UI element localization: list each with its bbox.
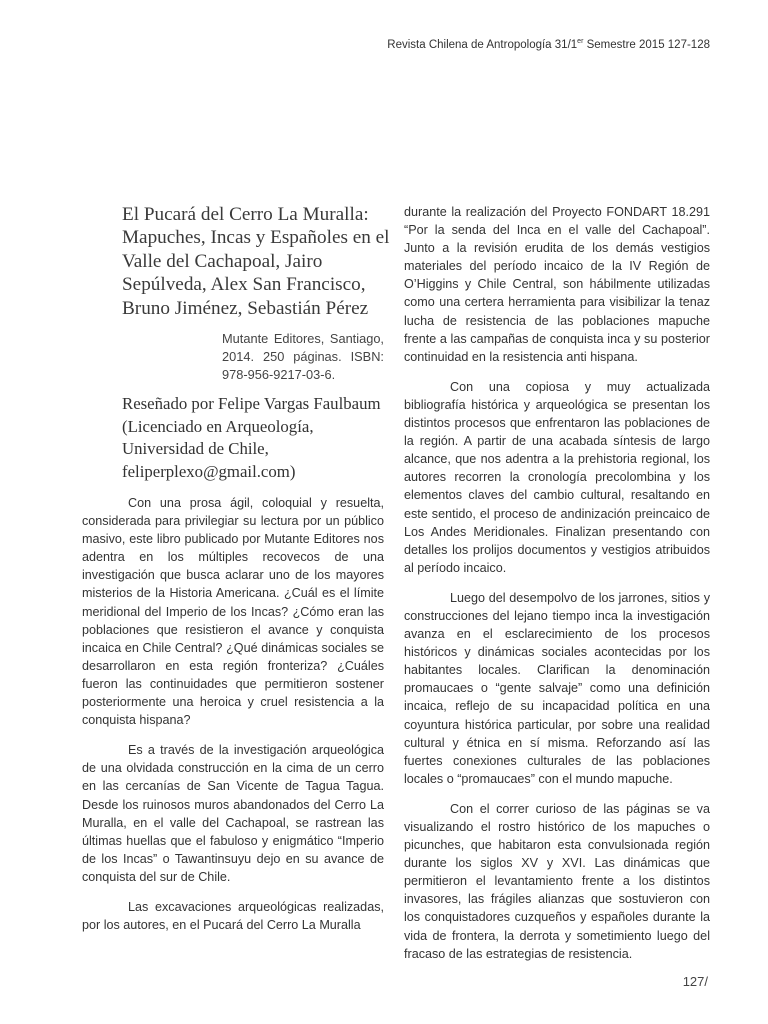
- paragraph: Las excavaciones arqueológicas realizadas, por los autores, en el Pucará del Cerro La Muralla: [82, 899, 384, 933]
- reviewer-block: [122, 393, 392, 483]
- paragraph: Luego del desempolvo de los jarrones, sitios y construcciones del lejano tiempo inca la investigación avanza en el esclarecimiento de los procesos históricos y dinámicas sociales acontecidas por los habitantes locales. Clarifican la denominación promaucaes o “gente salvaje” como una definición incaica, reflejo de su incapacidad política en una coyuntura histórica particular, por sobre una realidad cultural y étnica en sí misma. Reforzando así las fuertes conexiones culturales de las poblaciones locales o “promaucaes” con el mundo mapuche.: [404, 590, 710, 786]
- reviewer-degree: (Licenciado en Arqueología,: [122, 416, 314, 436]
- publication-info: Mutante Editores, Santiago, 2014. 250 páginas. ISBN: 978-956-9217-03-6.: [222, 331, 384, 382]
- journal-issue: Semestre 2015 127-128: [583, 38, 710, 51]
- reviewer-email: feliperplexo@gmail.com): [122, 461, 296, 481]
- left-column: [82, 494, 384, 946]
- right-column: [404, 203, 710, 975]
- page-number: 127/: [682, 974, 708, 989]
- journal-superscript: er: [577, 38, 584, 45]
- paragraph: Con una copiosa y muy actualizada bibliografía histórica y arqueológica se presentan los distintos procesos que enfrentaron las poblaciones de la región. A partir de una acabada síntesis de largo alcance, que nos adentra a la prehistoria regional, los autores recorren la cronología precolombina y los elementos claves del cambio cultural, resaltando en este sentido, el proceso de andinización preincaico de Los Andes Meridionales. Finalizan presentando con detalles los prolijos documentos y vestigios atribuidos al período incaico.: [404, 379, 710, 575]
- paragraph: Con el correr curioso de las páginas se va visualizando el rostro histórico de los mapuches o picunches, que habitaron esta convulsionada región durante los siglos XV y XVI. Las dinámicas que permitieron el levantamiento frente a los distintos invasores, las frágiles alianzas que sostuvieron con los conquistadores cuzqueños y españoles durante la vida de frontera, la derrota y sometimiento luego del fracaso de las estrategias de resistencia.: [404, 801, 710, 961]
- reviewer-name: Reseñado por Felipe Vargas Faulbaum: [122, 394, 381, 413]
- book-title: El Pucará del Cerro La Muralla: Mapuches, Incas y Españoles en el Valle del Cachapoal, Jairo Sepúlveda, Alex San Francisco, Bruno Jiménez, Sebastián Pérez: [122, 204, 390, 319]
- reviewer-affiliation: Universidad de Chile,: [122, 439, 269, 458]
- paragraph: Con una prosa ágil, coloquial y resuelta, considerada para privilegiar su lectura por un público masivo, este libro publicado por Mutante Editores nos adentra en los múltiples recovecos de una investigación que busca aclarar uno de los mayores misterios de la Historia Americana. ¿Cuál es el límite meridional del Imperio de los Incas? ¿Cómo eran las poblaciones que resistieron el avance y conquista incaica en Chile Central? ¿Qué dinámicas sociales se desarrollaron en esta región fronteriza? ¿Cuáles fueron las continuidades que permitieron sostener posteriormente una heroica y cruel resistencia a la conquista hispana?: [82, 496, 384, 728]
- journal-name: Revista Chilena de Antropología 31/1: [387, 38, 578, 51]
- paragraph: Es a través de la investigación arqueológica de una olvidada construcción en la cima de un cerro en las cercanías de San Vicente de Tagua Tagua. Desde los ruinosos muros abandonados del Cerro La Muralla, en el valle del Cachapoal, se rastrean las últimas huellas que el fabuloso y enigmático “Imperio de los Incas” o Tawantinsuyu dejo en su avance de conquista del sur de Chile.: [82, 743, 384, 884]
- running-header: [387, 38, 710, 51]
- paragraph: durante la realización del Proyecto FONDART 18.291 “Por la senda del Inca en el valle del Cachapoal”. Junto a la revisión erudita de los demás vestigios materiales del período incaico de la IV Región de O’Higgins y Chile Central, son hábilmente utilizadas como una certera herramienta para visibilizar la tenaz lucha de resistencia de las poblaciones mapuche frente a las campañas de conquista inca y su posterior continuidad en la resistencia anti hispana.: [404, 205, 710, 364]
